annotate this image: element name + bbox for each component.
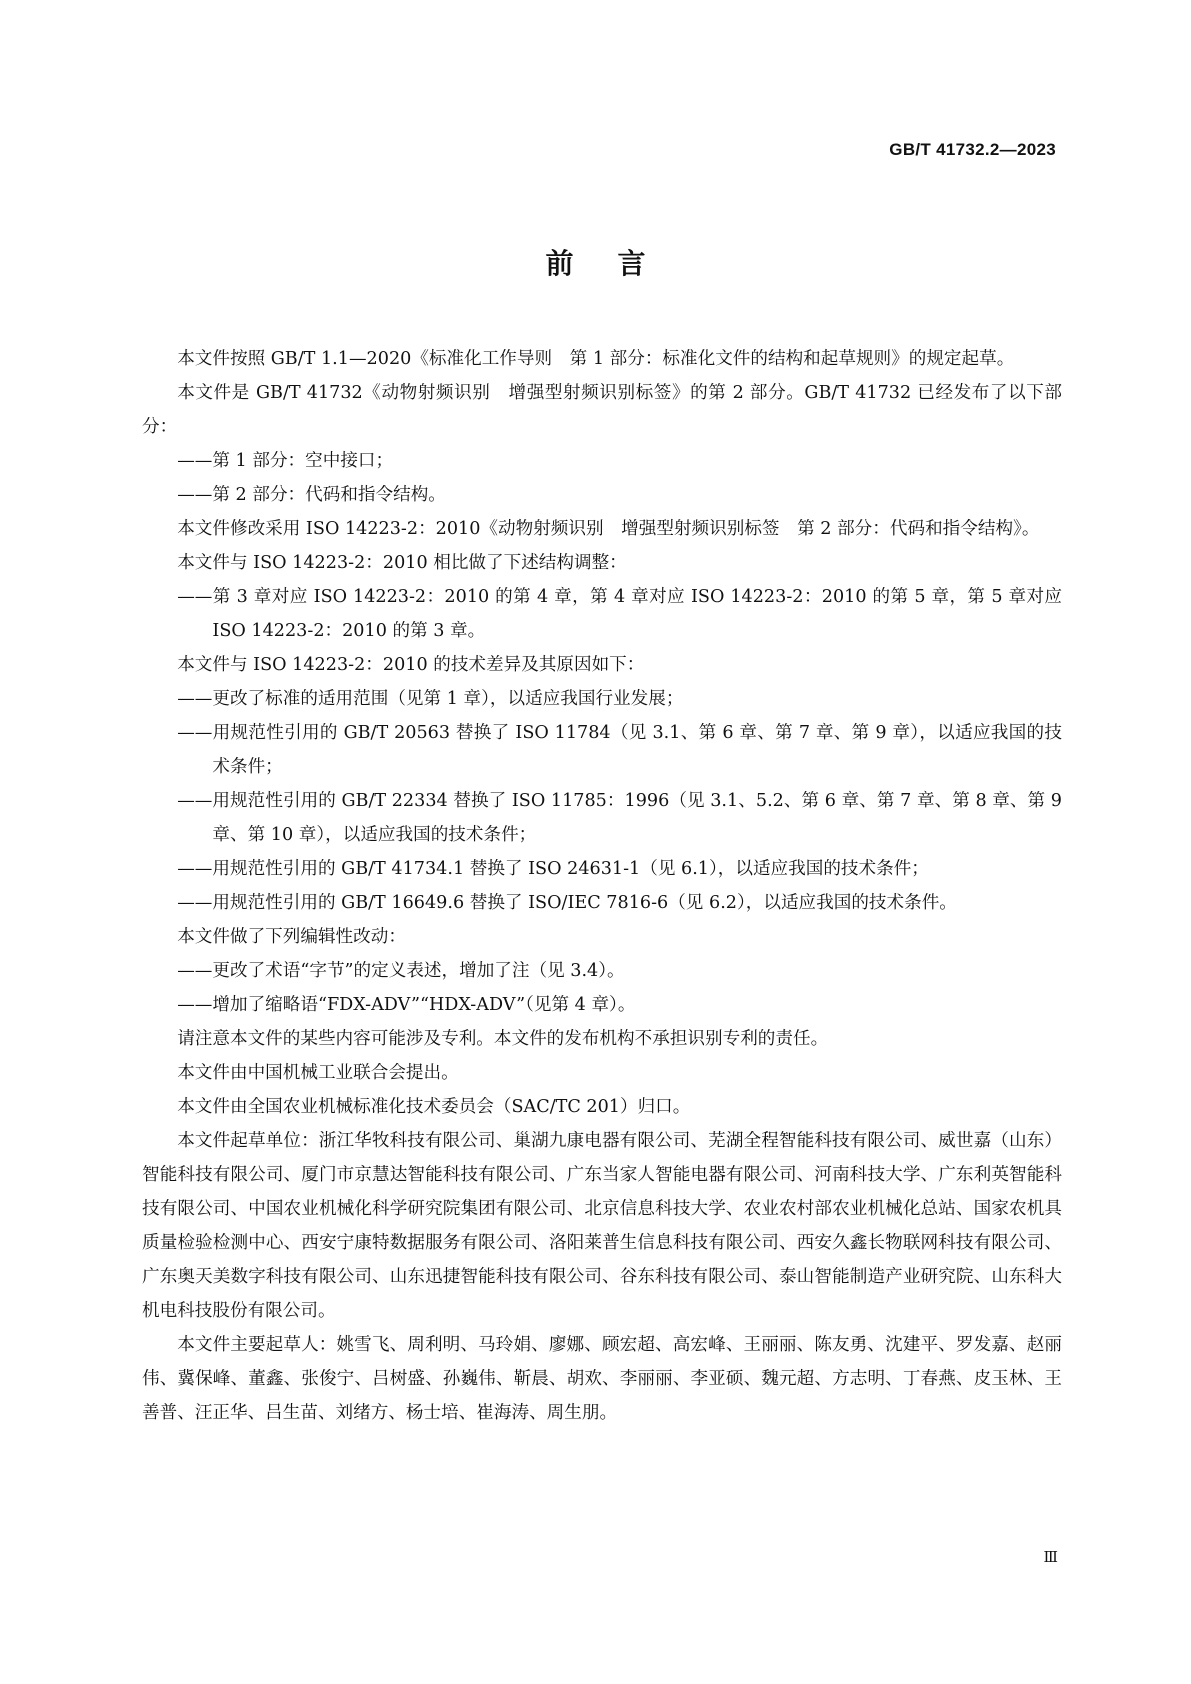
list-item: ——更改了标准的适用范围（见第 1 章），以适应我国行业发展；	[177, 689, 684, 709]
list-item: ——用规范性引用的 GB/T 41734.1 替换了 ISO 24631-1（见 6.1），以适应我国的技术条件；	[177, 859, 929, 879]
paragraph: 本文件做了下列编辑性改动：	[177, 927, 406, 947]
paragraph: 本文件起草单位：浙江华牧科技有限公司、巢湖九康电器有限公司、芜湖全程智能科技有限公司、威世嘉（山东）智能科技有限公司、厦门市京慧达智能科技有限公司、广东当家人智能电器有限公司、河南科技大学、广东利英智能科技有限公司、中国农业机械化科学研究院集团有限公司、北京信息科技大学、农业农村部农业机械化总站、国家农机具质量检验检测中心、西安宁康特数据服务有限公司、洛阳莱普生信息科技有限公司、西安久鑫长物联网科技有限公司、广东奥天美数字科技有限公司、山东迅捷智能科技有限公司、谷东科技有限公司、泰山智能制造产业研究院、山东科大机电科技股份有限公司。	[142, 1131, 1062, 1321]
list-item: ——更改了术语“字节”的定义表述，增加了注（见 3.4）。	[177, 961, 625, 981]
list-item: ——第 2 部分：代码和指令结构。	[177, 485, 446, 505]
paragraph: 本文件按照 GB/T 1.1—2020《标准化工作导则 第 1 部分：标准化文件的结构和起草规则》的规定起草。	[177, 349, 1015, 369]
list-item: ——用规范性引用的 GB/T 22334 替换了 ISO 11785：1996（见 3.1、5.2、第 6 章、第 7 章、第 8 章、第 9 章、第 10 章），以适应我国的技术条件；	[177, 791, 1062, 845]
paragraph: 本文件与 ISO 14223-2：2010 相比做了下述结构调整：	[177, 553, 627, 573]
paragraph: 本文件主要起草人：姚雪飞、周利明、马玲娟、廖娜、顾宏超、高宏峰、王丽丽、陈友勇、沈建平、罗发嘉、赵丽伟、冀保峰、董鑫、张俊宁、吕树盛、孙巍伟、靳晨、胡欢、李丽丽、李亚硕、魏元超、方志明、丁春燕、皮玉林、王善普、汪正华、吕生苗、刘绪方、杨士培、崔海涛、周生朋。	[142, 1335, 1062, 1423]
page-title: 前言	[545, 247, 690, 280]
paragraph: 本文件修改采用 ISO 14223-2：2010《动物射频识别 增强型射频识别标签 第 2 部分：代码和指令结构》。	[177, 519, 1040, 539]
paragraph: 本文件由中国机械工业联合会提出。	[177, 1063, 459, 1083]
paragraph: 本文件由全国农业机械标准化技术委员会（SAC/TC 201）归口。	[177, 1097, 691, 1117]
foreword-body	[142, 342, 1062, 1430]
paragraph: 本文件是 GB/T 41732《动物射频识别 增强型射频识别标签》的第 2 部分。GB/T 41732 已经发布了以下部分：	[142, 383, 1062, 437]
list-item: ——第 1 部分：空中接口；	[177, 451, 394, 471]
page-number: Ⅲ	[1043, 1548, 1058, 1566]
paragraph: 请注意本文件的某些内容可能涉及专利。本文件的发布机构不承担识别专利的责任。	[177, 1029, 829, 1049]
list-item: ——第 3 章对应 ISO 14223-2：2010 的第 4 章，第 4 章对应 ISO 14223-2：2010 的第 5 章，第 5 章对应 ISO 14223-2：2010 的第 3 章。	[177, 587, 1062, 641]
list-item: ——用规范性引用的 GB/T 16649.6 替换了 ISO/IEC 7816-6（见 6.2），以适应我国的技术条件。	[177, 893, 957, 913]
standard-number: GB/T 41732.2—2023	[889, 140, 1056, 159]
paragraph: 本文件与 ISO 14223-2：2010 的技术差异及其原因如下：	[177, 655, 645, 675]
list-item: ——用规范性引用的 GB/T 20563 替换了 ISO 11784（见 3.1、第 6 章、第 7 章、第 9 章），以适应我国的技术条件；	[177, 723, 1062, 777]
list-item: ——增加了缩略语“FDX-ADV”“HDX-ADV”（见第 4 章）。	[177, 995, 636, 1015]
